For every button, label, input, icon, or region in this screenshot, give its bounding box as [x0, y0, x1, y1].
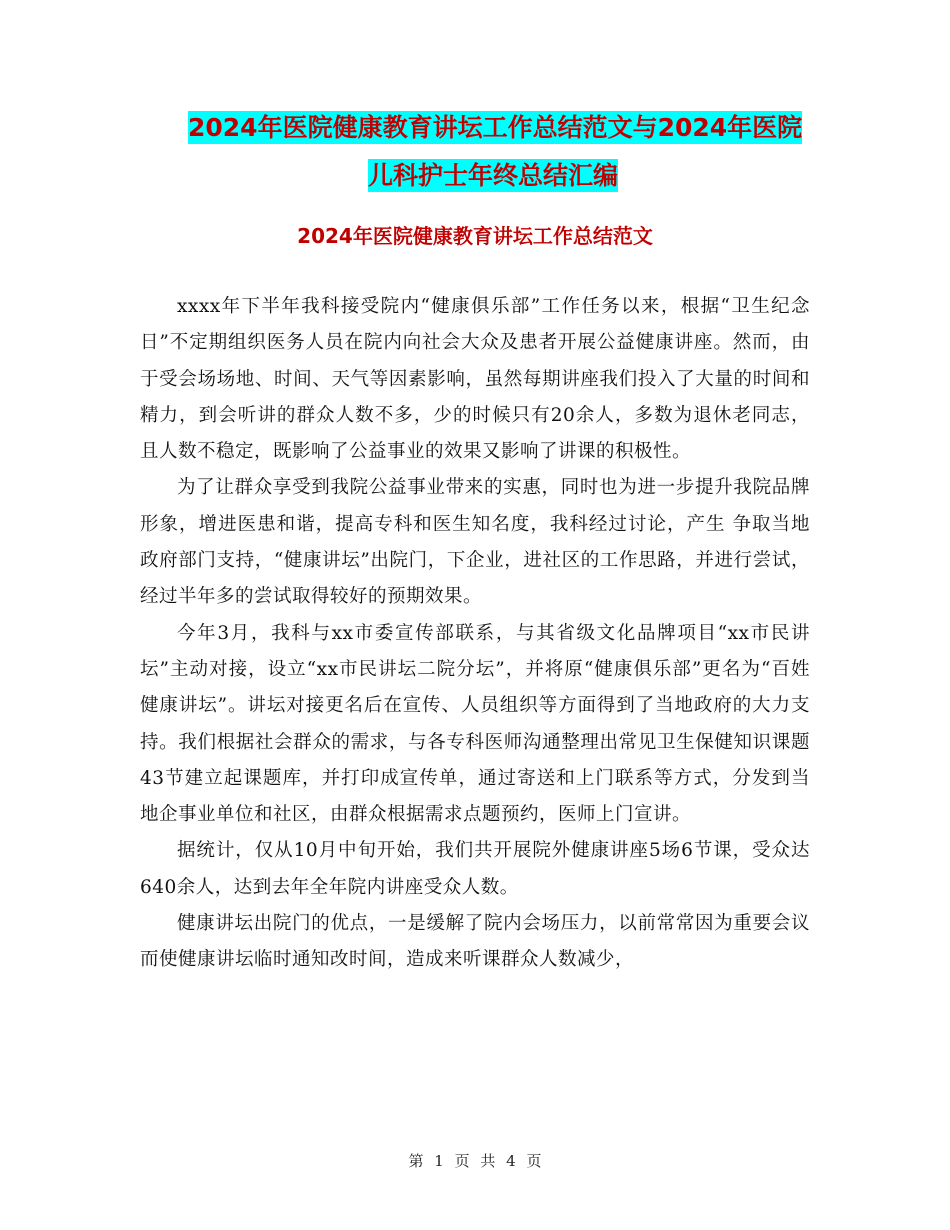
- document-body: [140, 289, 810, 979]
- page-footer: 第 1 页 共 4 页: [408, 1152, 542, 1170]
- main-title-line-1-text: 2024年医院健康教育讲坛工作总结范文与2024年医院: [188, 113, 803, 142]
- main-title-line-2-text: 儿科护士年终总结汇编: [368, 161, 619, 190]
- paragraph-5: 健康讲坛出院门的优点，一是缓解了院内会场压力，以前常常因为重要会议而使健康讲坛临时通知改时间，造成来听课群众人数减少，: [140, 913, 810, 971]
- section-title: 2024年医院健康教育讲坛工作总结范文: [297, 224, 653, 248]
- main-title-line-2: [368, 152, 618, 200]
- paragraph-1: xxxx年下半年我科接受院内“健康俱乐部”工作任务以来，根据“卫生纪念日”不定期组织医务人员在院内向社会大众及患者开展公益健康讲座。然而，由于受会场场地、时间、天气等因素影响，虽然每期讲座我们投入了大量的时间和精力，到会听讲的群众人数不多，少的时候只有20余人，多数为退休老同志，且人数不稳定，既影响了公益事业的效果又影响了讲课的积极性。: [140, 296, 810, 463]
- main-title-line-1: [188, 104, 802, 152]
- paragraph-2: 为了让群众享受到我院公益事业带来的实惠，同时也为进一步提升我院品牌形象，增进医患和谐，提高专科和医生知名度，我科经过讨论，产生 争取当地政府部门支持，“健康讲坛”出院门，下企业，进社区的工作思路，并进行尝试，经过半年多的尝试取得较好的预期效果。: [140, 477, 810, 608]
- paragraph-3: 今年3月，我科与xx市委宣传部联系，与其省级文化品牌项目“xx市民讲坛”主动对接，设立“xx市民讲坛二院分坛”，并将原“健康俱乐部”更名为“百姓健康讲坛”。讲坛对接更名后在宣传、人员组织等方面得到了当地政府的大力支持。我们根据社会群众的需求，与各专科医师沟通整理出常见卫生保健知识课题43节建立起课题库，并打印成宣传单，通过寄送和上门联系等方式，分发到当地企事业单位和社区，由群众根据需求点题预约，医师上门宣讲。: [140, 622, 810, 826]
- paragraph-4: 据统计，仅从10月中旬开始，我们共开展院外健康讲座5场6节课，受众达640余人，达到去年全年院内讲座受众人数。: [140, 840, 810, 898]
